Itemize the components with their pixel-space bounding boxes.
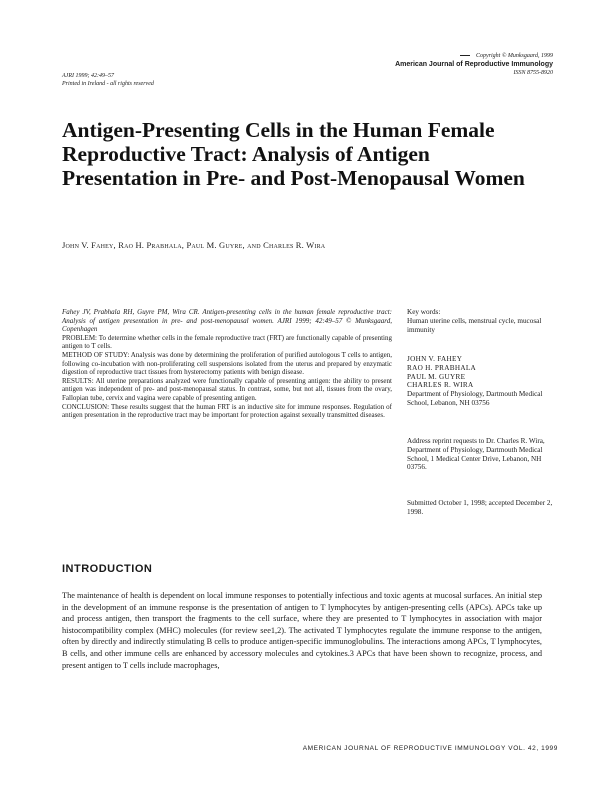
journal-name: American Journal of Reproductive Immunology <box>395 61 553 68</box>
journal-citation: AJRI 1999; 42:49–57 <box>62 73 114 79</box>
intro-body <box>62 590 542 671</box>
affil-name: JOHN V. FAHEY <box>407 355 463 363</box>
abstract-results: RESULTS: All uterine preparations analyzed were functionally capable of presenting antigen: the ability to present antigen was independent of pre- and post-menopausal status. In contrast, some, but not all, tissues from the ovary, Fallopian tube, cervix and vagina were capable of presenting antigen. <box>62 376 392 402</box>
printed-note: Printed in Ireland - all rights reserved <box>62 81 154 87</box>
abstract-citation: Fahey JV, Prabhala RH, Guyre PM, Wira CR. Antigen-presenting cells in the human female reproductive tract: Analysis of antigen presentation in pre- and post-menopausal women. AJRI 1999; 42:49–57 © Munksgaard, Copenhagen <box>62 308 392 334</box>
keywords <box>407 308 557 334</box>
keywords-text: Human uterine cells, menstrual cycle, mucosal immunity <box>407 316 542 334</box>
submission-dates: Submitted October 1, 1998; accepted December 2, 1998. <box>407 499 553 516</box>
header-rule <box>460 55 470 56</box>
intro-paragraph: The maintenance of health is dependent on local immune responses to potentially infectious and toxic agents at mucosal surfaces. An initial step in the development of an immune response is the presentation of antigen to T lymphocytes by antigen-presenting cells (APCs). APCs take up and process antigen, then transport the fragments to the cell surface, where they are presented to T lymphocytes in association with major histocompatibility complex (MHC) molecules (for review see1,2). The activated T lymphocytes regulate the immune response to the antigen, often by directly and indirectly stimulating B cells to produce antigen-specific immunoglobulins. The interactions among APCs, T lymphocytes, B cells, and other immune cells are enhanced by accessory molecules and cytokines.3 APCs that have been shown to recognize, process, and present antigen to T cells include macrophages, <box>62 591 542 670</box>
abstract <box>62 308 392 420</box>
article-title: Antigen-Presenting Cells in the Human Female Reproductive Tract: Analysis of Antigen Presentation in Pre- and Post-Menopausal Women <box>62 118 525 190</box>
keywords-label: Key words: <box>407 308 441 316</box>
page-footer: AMERICAN JOURNAL OF REPRODUCTIVE IMMUNOLOGY VOL. 42, 1999 <box>302 745 558 752</box>
journal-header <box>393 52 553 77</box>
affil-dept: Department of Physiology, Dartmouth Medical School, Lebanon, NH 03756 <box>407 390 543 407</box>
author-list: John V. Fahey, Rao H. Prabhala, Paul M. Guyre, and Charles R. Wira <box>62 240 326 250</box>
abstract-problem: PROBLEM: To determine whether cells in the female reproductive tract (FRT) are functionally capable of presenting antigen to T cells. <box>62 333 392 351</box>
abstract-method: METHOD OF STUDY: Analysis was done by determining the proliferation of purified autologous T cells to antigen, following co-incubation with non-proliferating cell suspensions isolated from the uterus and prepared by enzymatic digestion of reproductive tract tissues from hysterectomy patients with benign disease. <box>62 350 392 377</box>
abstract-conclusion: CONCLUSION: These results suggest that the human FRT is an inductive site for immune responses. Regulation of antigen presentation in the reproductive tract may be important for protection against sexually transmitted diseases. <box>62 402 392 420</box>
affil-name: RAO H. PRABHALA <box>407 363 476 372</box>
affiliation <box>407 355 557 408</box>
affil-name: PAUL M. GUYRE <box>407 372 466 381</box>
affil-name: CHARLES R. WIRA <box>407 381 474 390</box>
reprint-address: Address reprint requests to Dr. Charles R. Wira, Department of Physiology, Dartmouth Medical School, 1 Medical Center Drive, Lebanon, NH 03756. <box>407 437 545 472</box>
issn: ISSN 8755-8920 <box>513 70 553 76</box>
copyright-line: Copyright © Munksgaard, 1999 <box>475 53 553 59</box>
citation-header <box>62 72 154 88</box>
section-heading: INTRODUCTION <box>62 563 153 575</box>
